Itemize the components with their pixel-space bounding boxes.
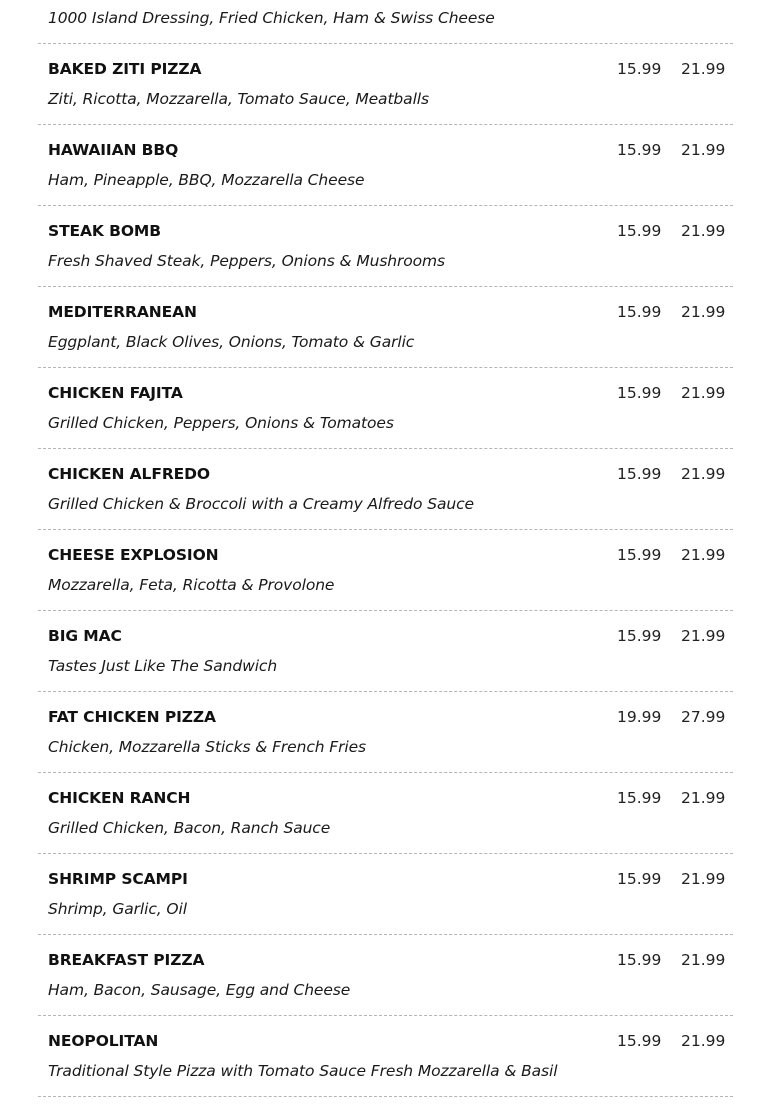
item-name: CHEESE EXPLOSION <box>48 546 219 564</box>
item-description: Traditional Style Pizza with Tomato Sauce Fresh Mozzarella & Basil <box>48 1062 558 1080</box>
item-name: HAWAIIAN BBQ <box>48 141 179 159</box>
price-small: 15.99 <box>617 951 662 969</box>
menu-list <box>38 0 733 1097</box>
menu-item <box>38 611 733 692</box>
item-name: BREAKFAST PIZZA <box>48 951 205 969</box>
menu-item <box>38 44 733 125</box>
price-large: 21.99 <box>681 303 726 321</box>
price-large: 21.99 <box>681 951 726 969</box>
price-large: 21.99 <box>681 1032 726 1050</box>
price-small: 15.99 <box>617 384 662 402</box>
item-name: CHICKEN RANCH <box>48 789 191 807</box>
price-small: 15.99 <box>617 60 662 78</box>
menu-item <box>38 530 733 611</box>
menu-item <box>38 1016 733 1097</box>
price-small: 15.99 <box>617 546 662 564</box>
price-large: 21.99 <box>681 627 726 645</box>
price-small: 15.99 <box>617 1032 662 1050</box>
item-description: Fresh Shaved Steak, Peppers, Onions & Mushrooms <box>48 252 446 270</box>
item-description: Ham, Bacon, Sausage, Egg and Cheese <box>48 981 351 999</box>
item-description: Chicken, Mozzarella Sticks & French Fries <box>48 738 367 756</box>
item-name: CHICKEN FAJITA <box>48 384 183 402</box>
price-small: 15.99 <box>617 870 662 888</box>
price-small: 15.99 <box>617 465 662 483</box>
price-small: 15.99 <box>617 789 662 807</box>
previous-item-description-row <box>38 0 733 44</box>
price-large: 21.99 <box>681 141 726 159</box>
price-small: 15.99 <box>617 627 662 645</box>
item-description: Mozzarella, Feta, Ricotta & Provolone <box>48 576 335 594</box>
item-name: MEDITERRANEAN <box>48 303 197 321</box>
price-small: 15.99 <box>617 303 662 321</box>
price-large: 21.99 <box>681 870 726 888</box>
price-small: 19.99 <box>617 708 662 726</box>
item-description: Shrimp, Garlic, Oil <box>48 900 187 918</box>
item-name: STEAK BOMB <box>48 222 161 240</box>
item-name: CHICKEN ALFREDO <box>48 465 210 483</box>
item-name: SHRIMP SCAMPI <box>48 870 188 888</box>
menu-item <box>38 854 733 935</box>
item-description: Grilled Chicken, Peppers, Onions & Tomatoes <box>48 414 394 432</box>
item-name: BAKED ZITI PIZZA <box>48 60 202 78</box>
price-small: 15.99 <box>617 222 662 240</box>
item-description: Ziti, Ricotta, Mozzarella, Tomato Sauce, Meatballs <box>48 90 429 108</box>
price-small: 15.99 <box>617 141 662 159</box>
menu-item <box>38 449 733 530</box>
price-large: 21.99 <box>681 789 726 807</box>
menu-item <box>38 692 733 773</box>
menu-item <box>38 206 733 287</box>
price-large: 21.99 <box>681 465 726 483</box>
menu-item <box>38 935 733 1016</box>
menu-item <box>38 125 733 206</box>
price-large: 27.99 <box>681 708 726 726</box>
item-description: Grilled Chicken & Broccoli with a Creamy Alfredo Sauce <box>48 495 474 513</box>
price-large: 21.99 <box>681 222 726 240</box>
price-large: 21.99 <box>681 60 726 78</box>
item-description: Grilled Chicken, Bacon, Ranch Sauce <box>48 819 331 837</box>
menu-item <box>38 368 733 449</box>
item-description: Eggplant, Black Olives, Onions, Tomato & Garlic <box>48 333 415 351</box>
item-description: Ham, Pineapple, BBQ, Mozzarella Cheese <box>48 171 365 189</box>
menu-item <box>38 773 733 854</box>
price-large: 21.99 <box>681 384 726 402</box>
price-large: 21.99 <box>681 546 726 564</box>
item-description: Tastes Just Like The Sandwich <box>48 657 278 675</box>
item-description: 1000 Island Dressing, Fried Chicken, Ham & Swiss Cheese <box>48 9 495 27</box>
item-name: FAT CHICKEN PIZZA <box>48 708 216 726</box>
item-name: NEOPOLITAN <box>48 1032 159 1050</box>
item-name: BIG MAC <box>48 627 122 645</box>
menu-item <box>38 287 733 368</box>
